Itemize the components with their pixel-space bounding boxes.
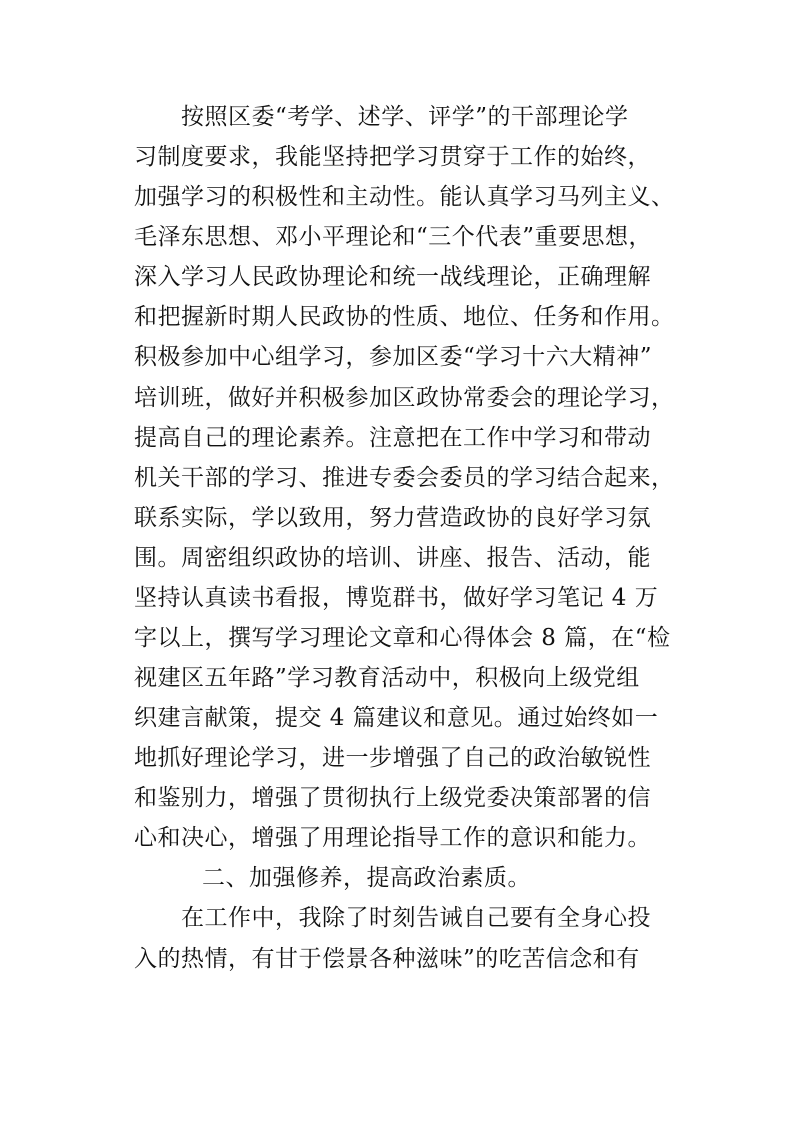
paragraph-line: 和把握新时期人民政协的性质、地位、任务和作用。 [134,304,675,330]
paragraph-line: 加强学习的积极性和主动性。能认真学习马列主义、 [134,184,675,210]
paragraph-line: 联系实际，学以致用，努力营造政协的良好学习氛 [134,505,651,531]
paragraph-line: 机关干部的学习、推进专委会委员的学习结合起来， [134,465,675,491]
paragraph-line: 和鉴别力，增强了贯彻执行上级党委决策部署的信 [134,785,651,811]
paragraph-line: 坚持认真读书看报，博览群书，做好学习笔记 4 万 [134,585,659,611]
paragraph-line: 在工作中，我除了时刻告诫自己要有全身心投 [181,905,651,931]
paragraph-line: 提高自己的理论素养。注意把在工作中学习和带动 [134,425,651,451]
paragraph-line: 按照区委“考学、述学、评学”的干部理论学 [181,104,629,130]
paragraph-line: 深入学习人民政协理论和统一战线理论，正确理解 [134,264,651,290]
paragraph-line: 字以上，撰写学习理论文章和心得体会 8 篇，在“检 [134,625,671,651]
paragraph-line: 织建言献策，提交 4 篇建议和意见。通过始终如一 [134,705,659,731]
paragraph-line: 习制度要求，我能坚持把学习贯穿于工作的始终， [134,144,651,170]
paragraph-line: 毛泽东思想、邓小平理论和“三个代表”重要思想， [134,224,653,250]
paragraph-line: 培训班，做好并积极参加区政协常委会的理论学习， [134,385,675,411]
paragraph-line: 心和决心，增强了用理论指导工作的意识和能力。 [134,825,651,851]
paragraph-line: 视建区五年路”学习教育活动中，积极向上级党组 [134,665,640,691]
paragraph-line: 积极参加中心组学习，参加区委“学习十六大精神” [134,344,653,370]
section-heading: 二、加强修养，提高政治素质。 [202,865,531,891]
paragraph-line: 入的热情，有甘于偿景各种滋味”的吃苦信念和有 [134,946,640,972]
paragraph-line: 地抓好理论学习，进一步增强了自己的政治敏锐性 [134,745,651,771]
paragraph-line: 围。周密组织政协的培训、讲座、报告、活动，能 [134,545,651,571]
